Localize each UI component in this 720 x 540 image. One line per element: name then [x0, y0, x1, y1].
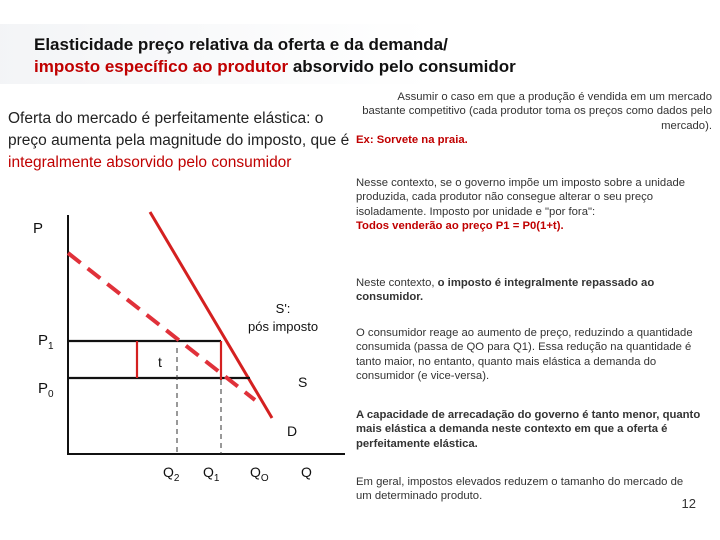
p-axis-label: P	[33, 220, 44, 237]
left-text-part1: Oferta do mercado é perfeitamente elástica: o preço aumenta pela magnitude do imposto, que é	[8, 110, 350, 149]
block6-text: Em geral, impostos elevados reduzem o tamanho do mercado de um determinado produto.	[356, 476, 684, 503]
title-part3: absorvido pelo consumidor	[288, 57, 516, 76]
block3-bold: o imposto é integralmente repassado ao consumidor.	[356, 277, 655, 304]
right-block-5	[356, 408, 712, 451]
left-text-part2-red: integralmente absorvido pelo consumidor	[8, 154, 292, 171]
page-number: 12	[681, 496, 696, 511]
block3-text: Neste contexto,	[356, 277, 438, 289]
supply-label: S	[298, 374, 308, 390]
q2-label	[163, 464, 180, 484]
q1-main: Q	[203, 464, 214, 480]
block4-text: O consumidor reage ao aumento de preço, reduzindo a quantidade consumida (passa de QO para Q1). Essa redução na quantidade é tanto maior, no entanto, quanto mais elástica a demanda do consumidor (e vice-versa).	[356, 327, 693, 382]
tax-label: t	[158, 354, 162, 370]
p0-main: P	[38, 380, 49, 397]
title-part2-red: imposto específico ao produtor	[34, 57, 289, 76]
block1-example: Ex: Sorvete na praia.	[356, 133, 468, 146]
right-block-2	[356, 176, 712, 233]
q1-sub: 1	[213, 473, 220, 484]
q0-main: Q	[250, 464, 261, 480]
title-part1: Elasticidade preço relativa da oferta e da demanda/	[34, 35, 448, 54]
s-prime-line1: S':	[275, 301, 291, 316]
q-axis-label: Q	[301, 464, 312, 480]
right-block-1	[356, 90, 712, 147]
block1-text: Assumir o caso em que a produção é vendida em um mercado bastante competitivo (cada produtor toma os preços como dados pelo mercado).	[362, 91, 712, 132]
block2-text: Nesse contexto, se o governo impõe um imposto sobre a unidade produzida, cada produtor não consegue alterar o seu preço isoladamente. Imposto por unidade e "por fora":	[356, 177, 686, 218]
q0-label	[250, 464, 269, 484]
p1-label	[38, 332, 54, 352]
q2-sub: 2	[173, 473, 180, 484]
p1-sub: 1	[48, 341, 54, 352]
q2-main: Q	[163, 464, 174, 480]
right-block-6	[356, 475, 696, 504]
s-prime-line2: pós imposto	[248, 319, 319, 334]
q0-sub: O	[260, 473, 269, 484]
right-block-3	[356, 276, 712, 305]
block5-bold: A capacidade de arrecadação do governo é tanto menor, quanto mais elástica a demanda neste contexto em que a oferta é perfeitamente elástica.	[356, 409, 701, 450]
right-block-4	[356, 326, 712, 383]
block2-formula: Todos venderão ao preço P1 = P0(1+t).	[356, 219, 564, 232]
p0-sub: 0	[48, 389, 54, 400]
s-prime-label	[248, 300, 318, 336]
q1-label	[203, 464, 220, 484]
p0-label	[38, 380, 54, 400]
p1-main: P	[38, 332, 49, 349]
demand-label: D	[287, 423, 298, 439]
